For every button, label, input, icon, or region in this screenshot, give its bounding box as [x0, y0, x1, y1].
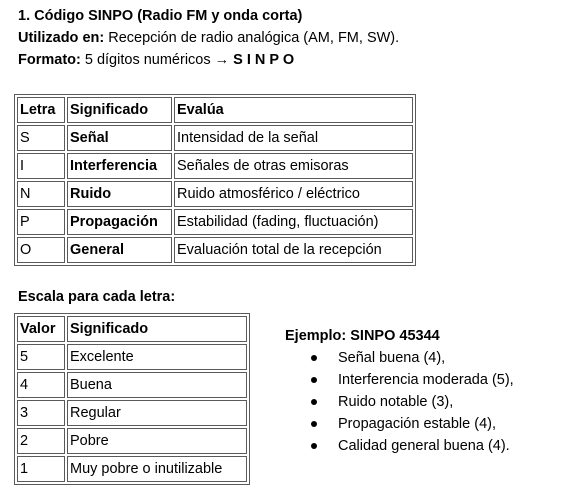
letter-cell: N	[17, 181, 65, 207]
format-label: Formato:	[18, 52, 81, 68]
list-item-text: Propagación estable (4),	[338, 416, 496, 432]
letters-table-header-meaning: Significado	[67, 97, 172, 123]
value-cell: 3	[17, 400, 65, 426]
table-row	[17, 400, 247, 426]
table-row	[17, 456, 247, 482]
used-in-value: Recepción de radio analógica (AM, FM, SW).	[108, 30, 400, 46]
scale-table-header-row	[17, 316, 247, 342]
list-item	[285, 369, 514, 391]
list-item	[285, 413, 514, 435]
meaning-cell: Buena	[67, 372, 247, 398]
used-in-line	[18, 27, 399, 49]
value-cell: 4	[17, 372, 65, 398]
meaning-cell: Interferencia	[67, 153, 172, 179]
bullet-icon	[311, 377, 317, 383]
table-row	[17, 125, 413, 151]
format-code: S I N P O	[233, 52, 295, 68]
meaning-cell: Propagación	[67, 209, 172, 235]
letter-cell: P	[17, 209, 65, 235]
evaluates-cell: Estabilidad (fading, fluctuación)	[174, 209, 413, 235]
scale-table	[14, 313, 250, 485]
scale-title: Escala para cada letra:	[18, 289, 176, 305]
document-header	[18, 5, 399, 71]
used-in-label: Utilizado en:	[18, 30, 105, 46]
meaning-cell: Muy pobre o inutilizable	[67, 456, 247, 482]
example-block	[285, 325, 514, 457]
letters-table	[14, 94, 416, 266]
meaning-cell: Señal	[67, 125, 172, 151]
list-item	[285, 391, 514, 413]
list-item	[285, 435, 514, 457]
table-row	[17, 181, 413, 207]
list-item-text: Calidad general buena (4).	[338, 438, 510, 454]
table-row	[17, 428, 247, 454]
table-row	[17, 372, 247, 398]
table-row	[17, 344, 247, 370]
scale-table-header-meaning: Significado	[67, 316, 247, 342]
bullet-icon	[311, 443, 317, 449]
bullet-icon	[311, 399, 317, 405]
evaluates-cell: Ruido atmosférico / eléctrico	[174, 181, 413, 207]
meaning-cell: Regular	[67, 400, 247, 426]
example-list	[285, 347, 514, 457]
bullet-icon	[311, 355, 317, 361]
value-cell: 1	[17, 456, 65, 482]
section-title: 1. Código SINPO (Radio FM y onda corta)	[18, 8, 303, 24]
letter-cell: O	[17, 237, 65, 263]
list-item-text: Interferencia moderada (5),	[338, 372, 514, 388]
letters-table-header-letter: Letra	[17, 97, 65, 123]
letter-cell: S	[17, 125, 65, 151]
value-cell: 5	[17, 344, 65, 370]
letters-table-header-evaluates: Evalúa	[174, 97, 413, 123]
value-cell: 2	[17, 428, 65, 454]
list-item-text: Señal buena (4),	[338, 350, 446, 366]
evaluates-cell: Intensidad de la señal	[174, 125, 413, 151]
table-row	[17, 153, 413, 179]
meaning-cell: Ruido	[67, 181, 172, 207]
format-line	[18, 49, 399, 71]
list-item-text: Ruido notable (3),	[338, 394, 454, 410]
table-row	[17, 237, 413, 263]
bullet-icon	[311, 421, 317, 427]
table-row	[17, 209, 413, 235]
letters-table-header-row	[17, 97, 413, 123]
format-value: 5 dígitos numéricos →	[84, 52, 230, 68]
evaluates-cell: Señales de otras emisoras	[174, 153, 413, 179]
evaluates-cell: Evaluación total de la recepción	[174, 237, 413, 263]
example-title: Ejemplo: SINPO 45344	[285, 328, 440, 344]
meaning-cell: General	[67, 237, 172, 263]
letter-cell: I	[17, 153, 65, 179]
meaning-cell: Excelente	[67, 344, 247, 370]
list-item	[285, 347, 514, 369]
meaning-cell: Pobre	[67, 428, 247, 454]
scale-table-header-value: Valor	[17, 316, 65, 342]
